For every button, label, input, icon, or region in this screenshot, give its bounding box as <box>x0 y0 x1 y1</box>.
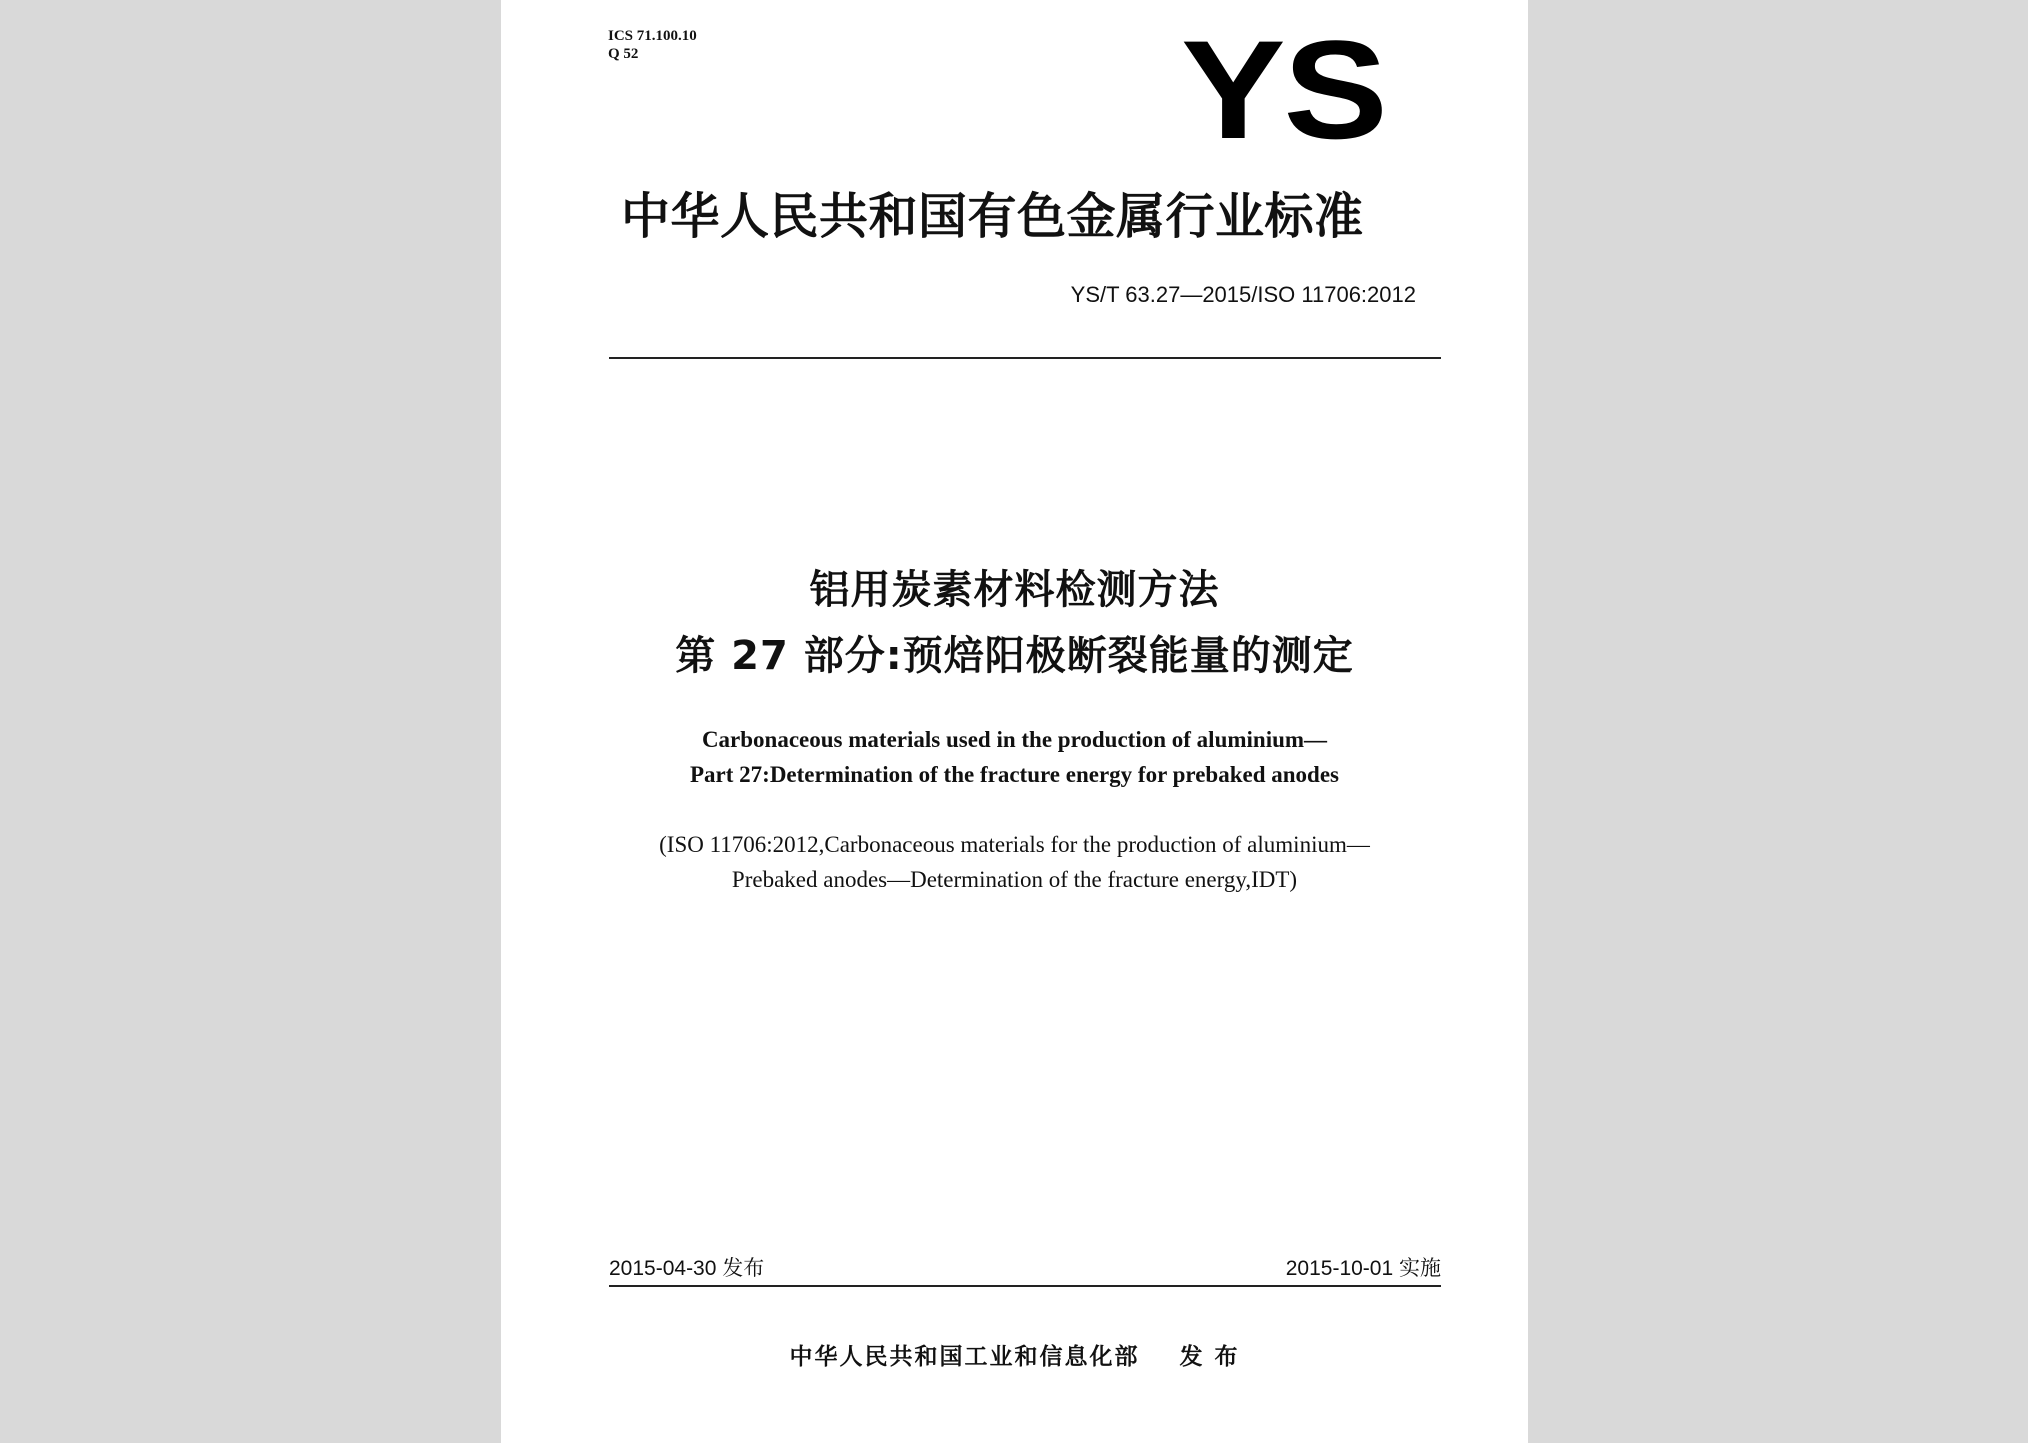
publisher-line <box>501 1338 1528 1371</box>
title-en-line1: Carbonaceous materials used in the production of aluminium— <box>701 727 1328 752</box>
issue-date: 2015-04-30 发布 <box>609 1257 765 1280</box>
ics-code: ICS 71.100.10 <box>608 28 697 44</box>
title-cn-line1: 铝用炭素材料检测方法 <box>809 567 1220 613</box>
title-en-line2: Part 27:Determination of the fracture energy for prebaked anodes <box>690 762 1339 787</box>
implementation-date: 2015-10-01 实施 <box>1285 1257 1441 1280</box>
footer-divider <box>609 1285 1441 1287</box>
standard-title: 中华人民共和国有色金属行业标准 <box>621 188 1364 245</box>
standard-number: YS/T 63.27—2015/ISO 11706:2012 <box>1070 282 1416 307</box>
publish-action: 发 布 <box>1179 1344 1240 1370</box>
ccs-code: Q 52 <box>608 46 639 62</box>
ys-logo: YS <box>1181 11 1386 168</box>
publisher-name: 中华人民共和国工业和信息化部 <box>789 1344 1140 1370</box>
iso-reference-line2: Prebaked anodes—Determination of the fracture energy,IDT) <box>731 867 1298 892</box>
document-page <box>501 0 1528 1443</box>
iso-reference-line1: (ISO 11706:2012,Carbonaceous materials for the production of aluminium— <box>659 832 1370 857</box>
title-cn-line2: 第 27 部分:预焙阳极断裂能量的测定 <box>675 633 1354 679</box>
header-divider <box>609 357 1441 359</box>
